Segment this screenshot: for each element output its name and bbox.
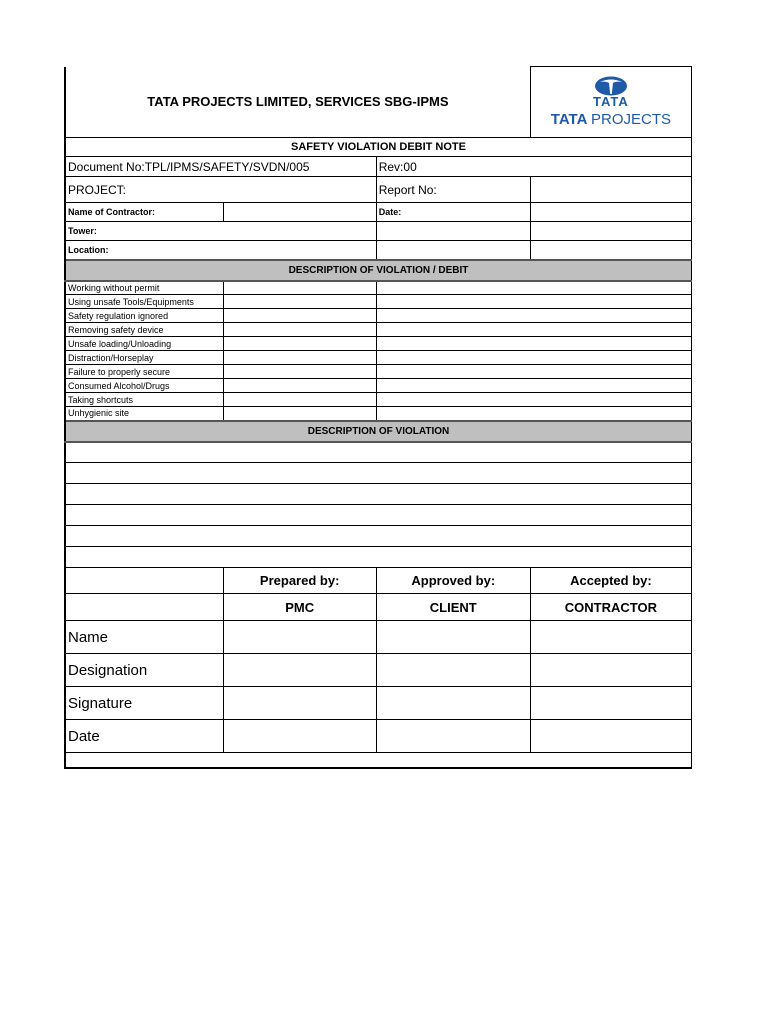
violation-check[interactable] [223,351,376,365]
violation-check[interactable] [223,365,376,379]
violation-check[interactable] [223,323,376,337]
accepted-by-label: Accepted by: [530,568,691,594]
signoff-date-label: Date [65,720,223,753]
signoff-signature-label: Signature [65,687,223,720]
description-line[interactable] [65,463,692,484]
form-title: SAFETY VIOLATION DEBIT NOTE [65,138,692,157]
violation-item: Unhygienic site [65,407,223,421]
violation-remark[interactable] [376,337,691,351]
contractor-label: Name of Contractor: [65,203,223,222]
signoff-name-label: Name [65,621,223,654]
violation-check[interactable] [223,295,376,309]
violation-remark[interactable] [376,407,691,421]
violation-remark[interactable] [376,295,691,309]
violation-remark[interactable] [376,351,691,365]
violation-remark[interactable] [376,379,691,393]
violation-item: Distraction/Horseplay [65,351,223,365]
client-signature-field[interactable] [376,687,530,720]
client-name-field[interactable] [376,621,530,654]
violation-remark[interactable] [376,393,691,407]
revision-number: Rev:00 [376,157,691,177]
violation-item: Using unsafe Tools/Equipments [65,295,223,309]
company-logo [530,67,691,138]
logo-brand-text: TATA PROJECTS [550,111,672,128]
description-line[interactable] [65,442,692,463]
pmc-designation-field[interactable] [223,654,376,687]
project-label: PROJECT: [65,177,376,203]
location-field-b[interactable] [530,241,691,260]
violation-item: Taking shortcuts [65,393,223,407]
document-number: Document No:TPL/IPMS/SAFETY/SVDN/005 [65,157,376,177]
contractor-signature-field[interactable] [530,687,691,720]
logo-tata-text: TATA [593,94,629,109]
date-field[interactable] [530,203,691,222]
violation-remark[interactable] [376,281,691,295]
violation-item: Removing safety device [65,323,223,337]
signoff-corner [65,594,223,621]
location-field-a[interactable] [376,241,530,260]
form-table [64,66,692,769]
violation-remark[interactable] [376,365,691,379]
description-line[interactable] [65,526,692,547]
violation-check[interactable] [223,407,376,421]
client-designation-field[interactable] [376,654,530,687]
violation-check[interactable] [223,393,376,407]
description-line[interactable] [65,505,692,526]
location-label: Location: [65,241,376,260]
violation-remark[interactable] [376,309,691,323]
tower-field-b[interactable] [530,222,691,241]
approved-by-label: Approved by: [376,568,530,594]
violation-item: Failure to properly secure [65,365,223,379]
pmc-date-field[interactable] [223,720,376,753]
violation-check[interactable] [223,309,376,323]
debit-note-form [64,66,692,769]
violation-item: Unsafe loading/Unloading [65,337,223,351]
violation-description-heading: DESCRIPTION OF VIOLATION [65,421,692,442]
contractor-party-label: CONTRACTOR [530,594,691,621]
violation-item: Consumed Alcohol/Drugs [65,379,223,393]
report-no-label: Report No: [376,177,530,203]
company-title: TATA PROJECTS LIMITED, SERVICES SBG-IPMS [65,67,530,138]
violation-check[interactable] [223,337,376,351]
violation-check[interactable] [223,379,376,393]
pmc-name-field[interactable] [223,621,376,654]
prepared-by-label: Prepared by: [223,568,376,594]
date-label: Date: [376,203,530,222]
contractor-designation-field[interactable] [530,654,691,687]
violation-check[interactable] [223,281,376,295]
signoff-designation-label: Designation [65,654,223,687]
contractor-name-field[interactable] [530,621,691,654]
description-line[interactable] [65,547,692,568]
tower-label: Tower: [65,222,376,241]
violation-item: Working without permit [65,281,223,295]
contractor-date-field[interactable] [530,720,691,753]
signoff-corner [65,568,223,594]
form-footer [65,753,692,768]
contractor-field[interactable] [223,203,376,222]
tata-emblem-icon [594,76,628,96]
client-date-field[interactable] [376,720,530,753]
pmc-signature-field[interactable] [223,687,376,720]
violation-debit-heading: DESCRIPTION OF VIOLATION / DEBIT [65,260,692,281]
tower-field-a[interactable] [376,222,530,241]
client-label: CLIENT [376,594,530,621]
violation-item: Safety regulation ignored [65,309,223,323]
violation-remark[interactable] [376,323,691,337]
report-no-field[interactable] [530,177,691,203]
pmc-label: PMC [223,594,376,621]
description-line[interactable] [65,484,692,505]
